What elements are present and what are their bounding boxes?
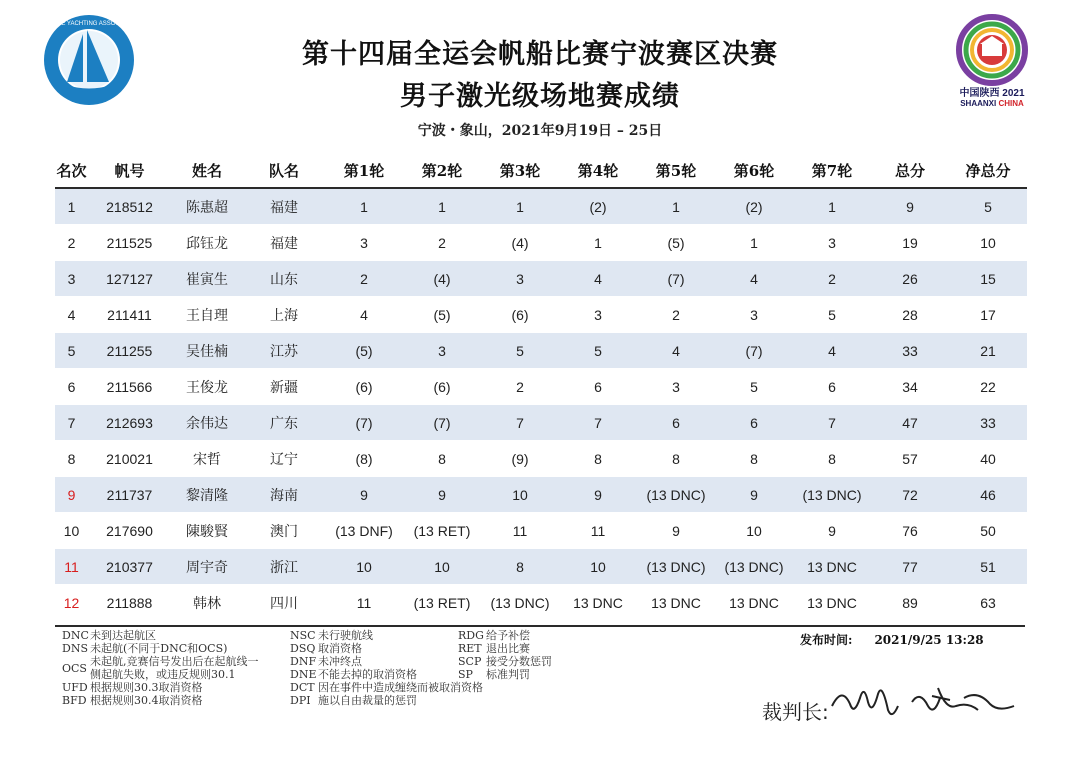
- results-table: [55, 153, 1027, 620]
- sailor-name-cell: 宋哲: [171, 441, 243, 477]
- legend-code: DPI: [290, 694, 311, 707]
- legend-description: 未行驶航线: [318, 629, 373, 642]
- legend-code: RDG: [458, 629, 484, 642]
- rank-cell: 12: [55, 585, 88, 621]
- race-score-cell: (6): [403, 369, 481, 405]
- total-score-cell: 72: [871, 477, 949, 513]
- sailor-name-cell: 周宇奇: [171, 549, 243, 585]
- legend-code: DCT: [290, 681, 315, 694]
- race-score-cell: 2: [403, 225, 481, 261]
- legend-description: 未起航,竞赛信号发出后在起航线一侧起航失败，或违反规则30.1: [90, 655, 259, 681]
- event-location-date: 宁波・象山，2021年9月19日 – 25日: [417, 123, 663, 139]
- rank-cell: 3: [55, 261, 88, 297]
- legend-item: [458, 655, 552, 668]
- legend-code: SCP: [458, 655, 482, 668]
- race-score-cell: 7: [481, 405, 559, 441]
- race-score-cell: 3: [637, 369, 715, 405]
- column-header: 名次: [55, 153, 88, 188]
- rank-cell: 7: [55, 405, 88, 441]
- race-score-cell: 9: [325, 477, 403, 513]
- legend-description: 接受分数惩罚: [486, 655, 552, 668]
- race-score-cell: (13 DNC): [715, 549, 793, 585]
- sail-number-cell: 217690: [88, 513, 171, 549]
- rank-cell: 11: [55, 549, 88, 585]
- legend-description: 未冲终点: [318, 655, 362, 668]
- sail-number-cell: 211525: [88, 225, 171, 261]
- column-header: 总分: [871, 153, 949, 188]
- race-score-cell: (6): [481, 297, 559, 333]
- page-title: 第十四届全运会帆船比赛宁波赛区决赛: [302, 39, 778, 70]
- table-bottom-rule: [55, 625, 1025, 627]
- sailor-name-cell: 余伟达: [171, 405, 243, 441]
- legend-description: 取消资格: [318, 642, 362, 655]
- legend-description: 标准判罚: [486, 668, 530, 681]
- net-score-cell: 63: [949, 585, 1027, 621]
- race-score-cell: 8: [715, 441, 793, 477]
- team-cell: 海南: [243, 477, 325, 513]
- race-score-cell: (8): [325, 441, 403, 477]
- legend-item: [290, 655, 483, 668]
- table-row: [55, 188, 1027, 225]
- team-cell: 新疆: [243, 369, 325, 405]
- legend-code: DSQ: [290, 642, 316, 655]
- sailor-name-cell: 王自理: [171, 297, 243, 333]
- table-row: [55, 225, 1027, 261]
- sail-number-cell: 211411: [88, 297, 171, 333]
- legend-description: 未起航(不同于DNC和OCS): [90, 642, 228, 655]
- legend-item: [62, 629, 265, 642]
- race-score-cell: 1: [481, 188, 559, 225]
- legend-column-3: [458, 629, 552, 681]
- race-score-cell: 1: [637, 188, 715, 225]
- race-score-cell: 4: [637, 333, 715, 369]
- sail-number-cell: 210377: [88, 549, 171, 585]
- page-subtitle-event: 男子激光级场地赛成绩: [400, 81, 680, 112]
- legend-item: [290, 694, 483, 707]
- race-score-cell: 9: [793, 513, 871, 549]
- rank-cell: 8: [55, 441, 88, 477]
- table-row: [55, 261, 1027, 297]
- total-score-cell: 19: [871, 225, 949, 261]
- table-row: [55, 333, 1027, 369]
- sailor-name-cell: 崔寅生: [171, 261, 243, 297]
- race-score-cell: 5: [559, 333, 637, 369]
- sail-number-cell: 210021: [88, 441, 171, 477]
- race-score-cell: 8: [793, 441, 871, 477]
- race-score-cell: 9: [403, 477, 481, 513]
- race-score-cell: (13 RET): [403, 513, 481, 549]
- race-score-cell: 3: [793, 225, 871, 261]
- net-score-cell: 50: [949, 513, 1027, 549]
- rank-cell: 6: [55, 369, 88, 405]
- legend-column-2: [290, 629, 483, 707]
- legend-item: [290, 681, 483, 694]
- race-score-cell: (4): [481, 225, 559, 261]
- team-cell: 福建: [243, 225, 325, 261]
- referee-signature: [828, 676, 1018, 726]
- team-cell: 上海: [243, 297, 325, 333]
- sail-number-cell: 211737: [88, 477, 171, 513]
- legend-code: DNF: [290, 655, 317, 668]
- legend-description: 不能去掉的取消资格: [318, 668, 417, 681]
- legend-description: 未到达起航区: [90, 629, 156, 642]
- sail-number-cell: 218512: [88, 188, 171, 225]
- race-score-cell: (7): [403, 405, 481, 441]
- race-score-cell: 7: [559, 405, 637, 441]
- race-score-cell: 10: [403, 549, 481, 585]
- net-score-cell: 33: [949, 405, 1027, 441]
- net-score-cell: 17: [949, 297, 1027, 333]
- race-score-cell: (13 DNF): [325, 513, 403, 549]
- race-score-cell: (13 DNC): [481, 585, 559, 621]
- race-score-cell: (5): [637, 225, 715, 261]
- legend-code: DNC: [62, 629, 89, 642]
- race-score-cell: 2: [325, 261, 403, 297]
- race-score-cell: 3: [559, 297, 637, 333]
- legend-code: NSC: [290, 629, 316, 642]
- legend-item: [458, 668, 552, 681]
- legend-code: BFD: [62, 694, 87, 707]
- legend-item: [62, 681, 265, 694]
- race-score-cell: 11: [559, 513, 637, 549]
- race-score-cell: 3: [715, 297, 793, 333]
- net-score-cell: 51: [949, 549, 1027, 585]
- net-score-cell: 46: [949, 477, 1027, 513]
- race-score-cell: 8: [403, 441, 481, 477]
- table-row: [55, 477, 1027, 513]
- sailor-name-cell: 陳駿賢: [171, 513, 243, 549]
- sailor-name-cell: 韩林: [171, 585, 243, 621]
- race-score-cell: 6: [793, 369, 871, 405]
- race-score-cell: 2: [637, 297, 715, 333]
- total-score-cell: 76: [871, 513, 949, 549]
- table-row: [55, 297, 1027, 333]
- legend-description: 给予补偿: [486, 629, 530, 642]
- team-cell: 江苏: [243, 333, 325, 369]
- race-score-cell: 8: [637, 441, 715, 477]
- sail-number-cell: 211255: [88, 333, 171, 369]
- legend-description: 施以自由裁量的惩罚: [318, 694, 417, 707]
- race-score-cell: 5: [481, 333, 559, 369]
- race-score-cell: 9: [559, 477, 637, 513]
- published-time-value: 2021/9/25 13:28: [874, 633, 984, 647]
- legend-item: [290, 629, 483, 642]
- right-logo-caption: 中国陕西 2021: [959, 88, 1025, 99]
- column-header: 第4轮: [559, 153, 637, 188]
- race-score-cell: 4: [559, 261, 637, 297]
- total-score-cell: 34: [871, 369, 949, 405]
- legend-item: [458, 642, 552, 655]
- race-score-cell: 3: [481, 261, 559, 297]
- legend-description: 根据规则30.4取消资格: [90, 694, 203, 707]
- legend-item: [290, 668, 483, 681]
- net-score-cell: 10: [949, 225, 1027, 261]
- rank-cell: 4: [55, 297, 88, 333]
- race-score-cell: 8: [481, 549, 559, 585]
- race-score-cell: 8: [559, 441, 637, 477]
- race-score-cell: 5: [715, 369, 793, 405]
- column-header: 队名: [243, 153, 325, 188]
- rank-cell: 1: [55, 188, 88, 225]
- referee-label: 裁判长:: [762, 700, 829, 724]
- race-score-cell: 2: [481, 369, 559, 405]
- sailor-name-cell: 吴佳楠: [171, 333, 243, 369]
- sailor-name-cell: 王俊龙: [171, 369, 243, 405]
- legend-code: DNE: [290, 668, 317, 681]
- race-score-cell: 13 DNC: [715, 585, 793, 621]
- race-score-cell: (13 DNC): [637, 549, 715, 585]
- column-header: 第7轮: [793, 153, 871, 188]
- net-score-cell: 40: [949, 441, 1027, 477]
- total-score-cell: 33: [871, 333, 949, 369]
- rank-cell: 9: [55, 477, 88, 513]
- table-row: [55, 513, 1027, 549]
- total-score-cell: 9: [871, 188, 949, 225]
- table-row: [55, 585, 1027, 621]
- sail-number-cell: 211888: [88, 585, 171, 621]
- right-logo-caption-en: SHAANXI CHINA: [960, 99, 1024, 108]
- table-row: [55, 369, 1027, 405]
- column-header: 帆号: [88, 153, 171, 188]
- legend-item: [62, 694, 265, 707]
- race-score-cell: (2): [715, 188, 793, 225]
- net-score-cell: 22: [949, 369, 1027, 405]
- table-body: [55, 188, 1027, 620]
- race-score-cell: 9: [715, 477, 793, 513]
- column-header: 姓名: [171, 153, 243, 188]
- total-score-cell: 26: [871, 261, 949, 297]
- sail-number-cell: 212693: [88, 405, 171, 441]
- race-score-cell: 3: [403, 333, 481, 369]
- column-header: 第6轮: [715, 153, 793, 188]
- race-score-cell: 7: [793, 405, 871, 441]
- race-score-cell: 11: [481, 513, 559, 549]
- race-score-cell: 1: [715, 225, 793, 261]
- legend-item: [62, 655, 265, 681]
- column-header: 第5轮: [637, 153, 715, 188]
- race-score-cell: (9): [481, 441, 559, 477]
- race-score-cell: 13 DNC: [793, 585, 871, 621]
- race-score-cell: 9: [637, 513, 715, 549]
- total-score-cell: 57: [871, 441, 949, 477]
- team-cell: 浙江: [243, 549, 325, 585]
- race-score-cell: 1: [325, 188, 403, 225]
- race-score-cell: (2): [559, 188, 637, 225]
- published-label: 发布时间:: [800, 633, 853, 647]
- race-score-cell: 4: [325, 297, 403, 333]
- table-row: [55, 549, 1027, 585]
- race-score-cell: (6): [325, 369, 403, 405]
- legend-code: UFD: [62, 681, 88, 694]
- race-score-cell: (13 DNC): [637, 477, 715, 513]
- race-score-cell: 11: [325, 585, 403, 621]
- race-score-cell: 2: [793, 261, 871, 297]
- race-score-cell: 10: [559, 549, 637, 585]
- legend-code: SP: [458, 668, 473, 681]
- race-score-cell: (4): [403, 261, 481, 297]
- svg-text:CHINESE YACHTING ASSOCIATION: CHINESE YACHTING ASSOCIATION: [43, 21, 135, 27]
- total-score-cell: 47: [871, 405, 949, 441]
- table-row: [55, 405, 1027, 441]
- race-score-cell: 13 DNC: [637, 585, 715, 621]
- net-score-cell: 21: [949, 333, 1027, 369]
- total-score-cell: 89: [871, 585, 949, 621]
- team-cell: 澳门: [243, 513, 325, 549]
- race-score-cell: 10: [481, 477, 559, 513]
- column-header: 第3轮: [481, 153, 559, 188]
- race-score-cell: 1: [793, 188, 871, 225]
- total-score-cell: 77: [871, 549, 949, 585]
- race-score-cell: 6: [637, 405, 715, 441]
- race-score-cell: 1: [559, 225, 637, 261]
- sail-number-cell: 127127: [88, 261, 171, 297]
- sailor-name-cell: 黎清隆: [171, 477, 243, 513]
- race-score-cell: (7): [715, 333, 793, 369]
- race-score-cell: 10: [325, 549, 403, 585]
- table-header-row: [55, 153, 1027, 188]
- race-score-cell: (5): [325, 333, 403, 369]
- legend-item: [290, 642, 483, 655]
- team-cell: 广东: [243, 405, 325, 441]
- legend-column-1: [62, 629, 265, 707]
- legend-code: OCS: [62, 661, 87, 675]
- legend-item: [62, 642, 265, 655]
- sailor-name-cell: 陈惠超: [171, 188, 243, 225]
- legend-item: [458, 629, 552, 642]
- legend-code: DNS: [62, 642, 88, 655]
- column-header: 第1轮: [325, 153, 403, 188]
- team-cell: 山东: [243, 261, 325, 297]
- race-score-cell: (13 RET): [403, 585, 481, 621]
- column-header: 第2轮: [403, 153, 481, 188]
- race-score-cell: (5): [403, 297, 481, 333]
- race-score-cell: (7): [325, 405, 403, 441]
- legend-description: 根据规则30.3取消资格: [90, 681, 203, 694]
- rank-cell: 10: [55, 513, 88, 549]
- net-score-cell: 15: [949, 261, 1027, 297]
- race-score-cell: 13 DNC: [559, 585, 637, 621]
- race-score-cell: (13 DNC): [793, 477, 871, 513]
- race-score-cell: 6: [715, 405, 793, 441]
- sail-number-cell: 211566: [88, 369, 171, 405]
- race-score-cell: 6: [559, 369, 637, 405]
- race-score-cell: 10: [715, 513, 793, 549]
- legend-description: 退出比赛: [486, 642, 530, 655]
- rank-cell: 5: [55, 333, 88, 369]
- table-row: [55, 441, 1027, 477]
- team-cell: 福建: [243, 188, 325, 225]
- race-score-cell: 3: [325, 225, 403, 261]
- legend-description: 因在事件中造成缠绕而被取消资格: [318, 681, 483, 694]
- column-header: 净总分: [949, 153, 1027, 188]
- race-score-cell: 1: [403, 188, 481, 225]
- race-score-cell: (7): [637, 261, 715, 297]
- race-score-cell: 13 DNC: [793, 549, 871, 585]
- team-cell: 四川: [243, 585, 325, 621]
- legend-code: RET: [458, 642, 482, 655]
- race-score-cell: 4: [793, 333, 871, 369]
- team-cell: 辽宁: [243, 441, 325, 477]
- published-time: [800, 631, 984, 648]
- total-score-cell: 28: [871, 297, 949, 333]
- race-score-cell: 5: [793, 297, 871, 333]
- sailor-name-cell: 邱钰龙: [171, 225, 243, 261]
- net-score-cell: 5: [949, 188, 1027, 225]
- rank-cell: 2: [55, 225, 88, 261]
- race-score-cell: 4: [715, 261, 793, 297]
